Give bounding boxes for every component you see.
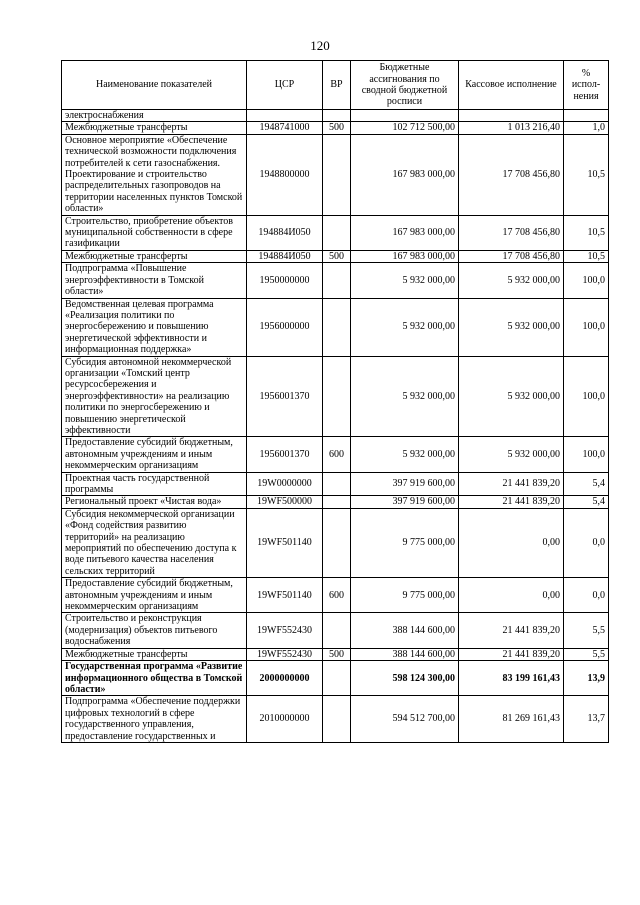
table-row [62,263,609,298]
row-budget: 167 983 000,00 [351,134,459,215]
row-name: Субсидия автономной некоммерческой организации «Томский центр ресурсосбережения и энергоэффективности» на реализацию политики по энергосбережению и повышению энергетической эффективности [62,356,247,437]
row-csr: 1950000000 [247,263,323,298]
row-vr: 500 [323,122,351,134]
row-cash: 5 932 000,00 [459,263,564,298]
row-vr [323,356,351,437]
row-percent: 100,0 [564,437,609,472]
row-budget: 167 983 000,00 [351,215,459,250]
row-percent: 100,0 [564,263,609,298]
row-name: Предоставление субсидий бюджетным, автономным учреждениям и иным некоммерческим организациям [62,437,247,472]
row-vr [323,508,351,577]
table-row [62,298,609,356]
row-name: Субсидия некоммерческой организации «Фонд содействия развитию территорий» на реализацию мероприятий по обеспечению доступа к воде питьевого качества населения сельских территорий [62,508,247,577]
table-header-row [62,61,609,110]
row-budget: 102 712 500,00 [351,122,459,134]
row-name: Ведомственная целевая программа «Реализация политики по энергосбережению и повышению энергетической эффективности и информационная поддержка» [62,298,247,356]
header-vr: ВР [323,61,351,110]
row-cash: 21 441 839,20 [459,613,564,648]
row-cash: 21 441 839,20 [459,496,564,508]
row-name: Межбюджетные трансферты [62,648,247,660]
row-percent: 10,5 [564,250,609,262]
row-budget: 167 983 000,00 [351,250,459,262]
row-csr: 19WF552430 [247,648,323,660]
row-percent: 1,0 [564,122,609,134]
row-budget: 388 144 600,00 [351,613,459,648]
row-cash: 0,00 [459,508,564,577]
row-csr: 1956001370 [247,356,323,437]
row-cash: 17 708 456,80 [459,134,564,215]
row-percent: 13,9 [564,661,609,696]
row-csr: 1956000000 [247,298,323,356]
table-row [62,472,609,496]
row-percent: 5,4 [564,472,609,496]
row-vr [323,661,351,696]
row-name: Проектная часть государственной программы [62,472,247,496]
row-budget: 5 932 000,00 [351,298,459,356]
row-csr [247,110,323,122]
row-cash: 81 269 161,43 [459,696,564,743]
row-name: Подпрограмма «Обеспечение поддержки цифровых технологий в сфере государственного управления, предоставление государственных и [62,696,247,743]
row-vr: 500 [323,648,351,660]
header-csr: ЦСР [247,61,323,110]
row-name: электроснабжения [62,110,247,122]
row-cash: 17 708 456,80 [459,215,564,250]
table-row [62,696,609,743]
row-csr: 19WF501140 [247,578,323,613]
table-row [62,437,609,472]
row-cash: 21 441 839,20 [459,648,564,660]
row-budget: 594 512 700,00 [351,696,459,743]
row-percent: 10,5 [564,134,609,215]
row-name: Строительство, приобретение объектов муниципальной собственности в сфере газификации [62,215,247,250]
row-percent: 13,7 [564,696,609,743]
row-cash [459,110,564,122]
row-budget: 598 124 300,00 [351,661,459,696]
row-budget: 388 144 600,00 [351,648,459,660]
table-row [62,110,609,122]
row-csr: 194884И050 [247,215,323,250]
row-percent: 10,5 [564,215,609,250]
row-vr [323,696,351,743]
table-row [62,648,609,660]
header-percent: % испол-нения [564,61,609,110]
header-budget: Бюджетные ассигнования по сводной бюджетной росписи [351,61,459,110]
table-row [62,122,609,134]
row-csr: 1948800000 [247,134,323,215]
row-budget: 397 919 600,00 [351,496,459,508]
row-csr: 194884И050 [247,250,323,262]
header-cash: Кассовое исполнение [459,61,564,110]
table-row [62,496,609,508]
row-cash: 5 932 000,00 [459,437,564,472]
row-vr: 500 [323,250,351,262]
row-csr: 19W0000000 [247,472,323,496]
row-vr: 600 [323,437,351,472]
page-number: 120 [310,38,330,53]
row-percent [564,110,609,122]
row-name: Подпрограмма «Повышение энергоэффективности в Томской области» [62,263,247,298]
row-percent: 100,0 [564,298,609,356]
row-percent: 5,5 [564,648,609,660]
row-budget: 5 932 000,00 [351,437,459,472]
row-name: Основное мероприятие «Обеспечение технической возможности подключения потребителей к сети газоснабжения. Проектирование и строительство распределительных газопроводов на территории населенных пунктов Томской области» [62,134,247,215]
row-budget [351,110,459,122]
table-row [62,250,609,262]
row-vr [323,263,351,298]
row-budget: 5 932 000,00 [351,356,459,437]
row-vr: 600 [323,578,351,613]
row-name: Предоставление субсидий бюджетным, автономным учреждениям и иным некоммерческим организациям [62,578,247,613]
row-vr [323,134,351,215]
row-budget: 9 775 000,00 [351,578,459,613]
table-row [62,215,609,250]
row-cash: 83 199 161,43 [459,661,564,696]
row-name: Государственная программа «Развитие информационного общества в Томской области» [62,661,247,696]
row-cash: 5 932 000,00 [459,298,564,356]
row-name: Строительство и реконструкция (модернизация) объектов питьевого водоснабжения [62,613,247,648]
row-csr: 19WF501140 [247,508,323,577]
row-vr [323,215,351,250]
row-percent: 5,5 [564,613,609,648]
row-vr [323,472,351,496]
row-cash: 1 013 216,40 [459,122,564,134]
row-cash: 0,00 [459,578,564,613]
header-name: Наименование показателей [62,61,247,110]
row-vr [323,613,351,648]
row-vr [323,298,351,356]
row-csr: 1956001370 [247,437,323,472]
row-percent: 5,4 [564,496,609,508]
table-row [62,356,609,437]
row-csr: 2010000000 [247,696,323,743]
row-name: Межбюджетные трансферты [62,250,247,262]
budget-execution-table [61,60,609,743]
table-row [62,578,609,613]
row-budget: 9 775 000,00 [351,508,459,577]
row-budget: 5 932 000,00 [351,263,459,298]
row-vr [323,110,351,122]
row-name: Межбюджетные трансферты [62,122,247,134]
table-row [62,134,609,215]
table-row [62,613,609,648]
row-cash: 21 441 839,20 [459,472,564,496]
row-budget: 397 919 600,00 [351,472,459,496]
row-percent: 100,0 [564,356,609,437]
row-cash: 5 932 000,00 [459,356,564,437]
row-csr: 2000000000 [247,661,323,696]
table-row [62,661,609,696]
table-row [62,508,609,577]
row-percent: 0,0 [564,508,609,577]
row-cash: 17 708 456,80 [459,250,564,262]
row-percent: 0,0 [564,578,609,613]
row-vr [323,496,351,508]
row-csr: 19WF500000 [247,496,323,508]
row-csr: 19WF552430 [247,613,323,648]
row-csr: 1948741000 [247,122,323,134]
row-name: Региональный проект «Чистая вода» [62,496,247,508]
